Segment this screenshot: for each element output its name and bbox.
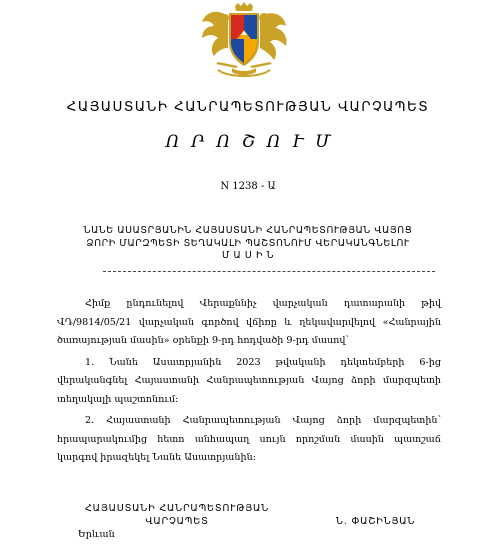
subject-line: Մ Ա Ս Ի Ն <box>221 250 275 261</box>
divider-line <box>103 271 435 272</box>
document-type-title: ՈՐՈՇՈՒՄ <box>165 132 343 152</box>
signatory-title <box>85 502 269 528</box>
signatory-name: Ն. ՓԱՇԻՆՅԱՆ <box>336 516 416 527</box>
subject-line: ՆԱՆԵ ԱՍԱՏՐՅԱՆԻՆ ՀԱՅԱՍՏԱՆԻ ՀԱՆՐԱՊԵՏՈՒԹՅԱՆ ՎԱՅՈՑ <box>83 225 413 236</box>
signatory-title-line: ՀԱՅԱՍՏԱՆԻ ՀԱՆՐԱՊԵՏՈՒԹՅԱՆ <box>85 503 269 514</box>
signatory-title-line: ՎԱՐՉԱՊԵՏ <box>145 516 209 527</box>
subject-line: ՁՈՐԻ ՄԱՐԶՊԵՏԻ ՏԵՂԱԿԱԼԻ ՊԱՇՏՈՆՈՒՄ ՎԵՐԱԿԱՆԳՆԵԼՈՒ <box>86 237 410 249</box>
decree-number: N 1238 - Ա <box>220 181 276 192</box>
decree-body <box>57 295 441 468</box>
issue-city: Երևան <box>78 529 115 540</box>
clause-2: 2. Հայաստանի Հանրապետության Վայոց ձորի մարզպետին՝ հրապարակումից հետո անհապաղ սույն որոշման մասին պատշաճ կարգով իրազեկել Նանե Ասատրյանին: <box>57 415 441 463</box>
decree-subject <box>60 225 436 263</box>
coat-of-arms-icon <box>198 2 290 80</box>
clause-1: 1. Նանե Ասատրյանին 2023 թվականի դեկտեմբերի 6-ից վերականգնել Հայաստանի Հանրապետության Վայոց ձորի մարզպետի տեղակալի պաշտոնում: <box>57 356 441 405</box>
preamble-paragraph: Հիմք ընդունելով Վերաքննիչ վարչական դատարանի թիվ ՎԴ/9814/05/21 վարչական գործով վճիռը և ղեկավարվելով «Հանրային ծառայության մասին» օրենքի 9-րդ հոդվածի 9-րդ մասով՝ <box>57 298 441 346</box>
issuer-title: ՀԱՅԱՍՏԱՆԻ ՀԱՆՐԱՊԵՏՈՒԹՅԱՆ ՎԱՐՉԱՊԵՏ <box>66 99 430 115</box>
